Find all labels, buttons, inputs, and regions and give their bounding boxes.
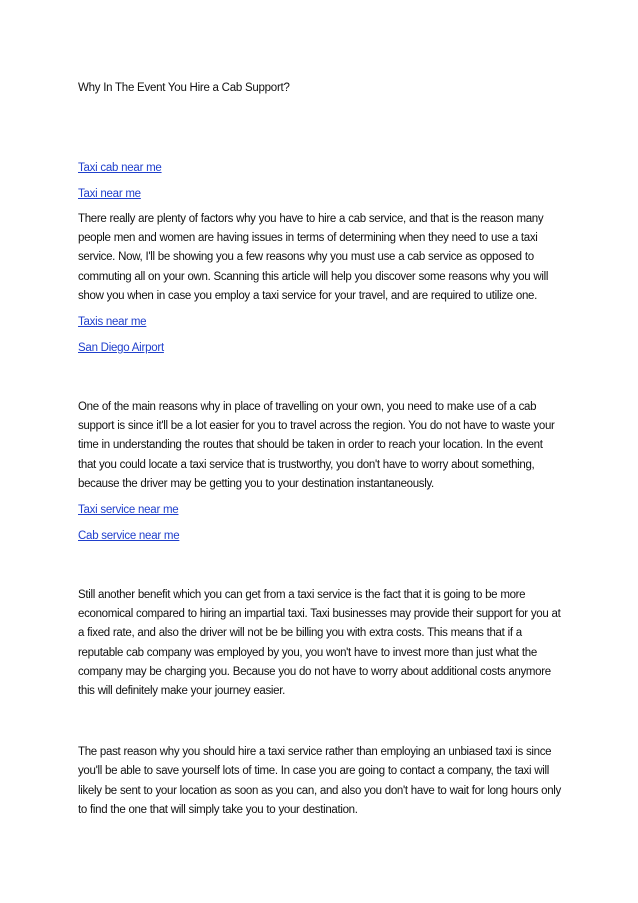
paragraph-1: There really are plenty of factors why you have to hire a cab service, and that is the reason many people men and women are having issues in terms of determining when they need to use a taxi service. Now, I'll be showing you a few reasons why you must use a cab service as opposed to commuting all on your own. Scanning this article will help you discover some reasons why you will show you when in case you employ a taxi service for your travel, and are required to utilize one. [78, 213, 549, 302]
document-title: Why In The Event You Hire a Cab Support? [78, 82, 290, 94]
link-cab-service-near-me[interactable]: Cab service near me [78, 530, 180, 543]
link-san-diego-airport[interactable]: San Diego Airport [78, 342, 164, 355]
link-taxi-cab-near-me[interactable]: Taxi cab near me [78, 162, 162, 174]
paragraph-3: Still another benefit which you can get from a taxi service is the fact that it is going to be more economical compared to hiring an impartial taxi. Taxi businesses may provide their support for you at a fixed rate, and also the driver will not be be billing you with extra costs. This means that if a reputable cab company was employed by you, you won't have to invest more than just what the company may be charging you. Because you do not have to worry about additional costs anymore this will definitely make your journey easier. [78, 589, 561, 698]
paragraph-4: The past reason why you should hire a taxi service rather than employing an unbiased taxi is since you'll be able to save yourself lots of time. In case you are going to contact a company, the taxi will likely be sent to your location as soon as you can, and also you don't have to wait for long hours only to find the one that will simply take you to your destination. [78, 746, 561, 816]
link-taxi-service-near-me[interactable]: Taxi service near me [78, 504, 179, 517]
link-taxi-near-me[interactable]: Taxi near me [78, 188, 141, 200]
document-body [78, 80, 563, 820]
paragraph-2: One of the main reasons why in place of travelling on your own, you need to make use of a cab support is since it'll be a lot easier for you to travel across the region. You do not have to waste your time in understanding the routes that should be taken in order to reach your location. In the event that you could locate a taxi service that is trustworthy, you don't have to worry about something, because the driver may be getting you to your destination instantaneously. [78, 401, 555, 490]
link-taxis-near-me[interactable]: Taxis near me [78, 316, 147, 329]
